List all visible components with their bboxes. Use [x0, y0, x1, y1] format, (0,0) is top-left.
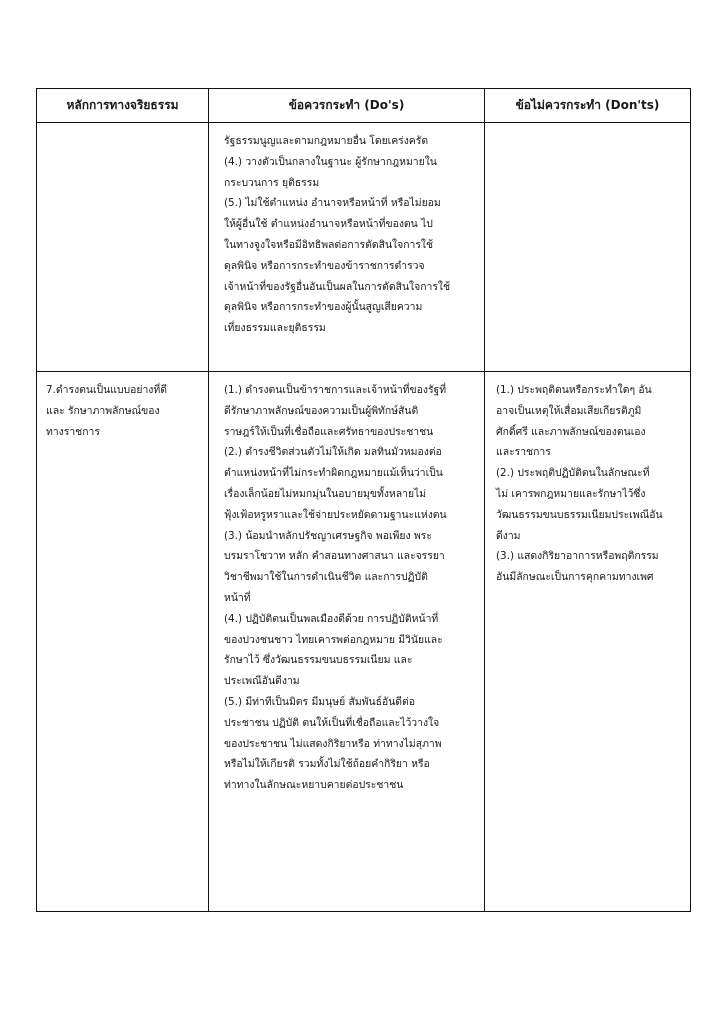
text-line: ประเพณีอันดีงาม [224, 675, 300, 688]
text-line: วิชาชีพมาใช้ในการดำเนินชีวิต และการปฏิบัติ [224, 571, 428, 584]
text-line: และ รักษาภาพลักษณ์ของ [46, 404, 160, 417]
dos-cell [209, 372, 485, 912]
text-line: เที่ยงธรรมและยุติธรรม [224, 322, 326, 335]
donts-cell [485, 123, 691, 372]
ethics-table [36, 88, 691, 912]
text-line: ให้ผู้อื่นใช้ ตำแหน่งอำนาจหรือหน้าที่ของตน ไป [224, 218, 433, 231]
text-line: และราชการ [496, 446, 551, 459]
table-row [37, 372, 691, 912]
principle-cell [37, 372, 209, 912]
text-line: ในทางจูงใจหรือมีอิทธิพลต่อการตัดสินใจการใช้ [224, 238, 434, 251]
donts-cell [485, 372, 691, 912]
text-line: ราษฎร์ให้เป็นที่เชื่อถือและศรัทธาของประชาชน [224, 425, 434, 438]
text-line: (1.) ดำรงตนเป็นข้าราชการและเจ้าหน้าที่ของรัฐที่ [224, 384, 447, 396]
text-line: หน้าที่ [224, 591, 251, 604]
header-donts: ข้อไม่ควรกระทำ (Don'ts) [485, 89, 691, 123]
text-line: (3.) แสดงกิริยาอาการหรือพฤติกรรม [496, 550, 659, 563]
text-line: (2.) ดำรงชีวิตส่วนตัวไม่ให้เกิด มลทินมัวหมองต่อ [224, 446, 442, 459]
text-line: 7.ดำรงตนเป็นแบบอย่างที่ดี [46, 384, 167, 396]
text-line: ของประชาชน ไม่แสดงกิริยาหรือ ท่าทางไม่สุภาพ [224, 737, 442, 750]
text-line: เรื่องเล็กน้อยไม่หมกมุ่นในอบายมุขทั้งหลายไม่ [224, 487, 427, 500]
text-line: รักษาไว้ ซึ่งวัฒนธรรมขนบธรรมเนียม และ [224, 654, 413, 667]
text-line: (1.) ประพฤติตนหรือกระทำใดๆ อัน [496, 384, 652, 396]
text-line: (5.) ไม่ใช้ตำแหน่ง อำนาจหรือหน้าที่ หรือไม่ยอม [224, 197, 441, 210]
text-line: (3.) น้อมนำหลักปรัชญาเศรษฐกิจ พอเพียง พระ [224, 529, 432, 542]
header-principle: หลักการทางจริยธรรม [37, 89, 209, 123]
header-row [37, 89, 691, 123]
text-line: ประชาชน ปฏิบัติ ตนให้เป็นที่เชื่อถือและไว้วางใจ [224, 716, 440, 729]
text-line: ดีรักษาภาพลักษณ์ของความเป็นผู้พิทักษ์สันติ [224, 404, 419, 417]
text-line: ไม่ เคารพกฎหมายและรักษาไว้ซึ่ง [496, 487, 646, 500]
text-line: ท่าทางในลักษณะหยาบคายต่อประชาชน [224, 779, 404, 792]
principle-cell [37, 123, 209, 372]
text-line: ของปวงชนชาว ไทยเคารพต่อกฎหมาย มีวินัยและ [224, 633, 443, 646]
text-line: (2.) ประพฤติปฏิบัติตนในลักษณะที่ [496, 467, 650, 480]
dos-cell [209, 123, 485, 372]
text-line: กระบวนการ ยุติธรรม [224, 176, 320, 189]
header-dos: ข้อควรกระทำ (Do's) [209, 89, 485, 123]
text-line: วัฒนธรรมขนบธรรมเนียมประเพณีอัน [496, 508, 663, 521]
text-line: อาจเป็นเหตุให้เสื่อมเสียเกียรติภูมิ [496, 404, 642, 417]
text-line: อันมีลักษณะเป็นการคุกคามทางเพศ [496, 571, 654, 584]
text-line: ตำแหน่งหน้าที่ไม่กระทำผิดกฎหมายแม้เห็นว่าเป็น [224, 467, 443, 480]
text-line: รัฐธรรมนูญและตามกฎหมายอื่น โดยเคร่งครัด [224, 135, 429, 147]
text-line: บรมราโชวาท หลัก คำสอนทางศาสนา และจรรยา [224, 550, 445, 563]
text-line: ทางราชการ [46, 425, 100, 438]
text-line: ดุลพินิจ หรือการกระทำของผู้นั้นสูญเสียความ [224, 301, 423, 314]
text-line: ฟุ้งเฟ้อหรูหราและใช้จ่ายประหยัดตามฐานะแห่งตน [224, 508, 447, 521]
text-line: เจ้าหน้าที่ของรัฐอื่นอันเป็นผลในการตัดสินใจการใช้ [224, 280, 451, 293]
table-row [37, 123, 691, 372]
text-line: (4.) วางตัวเป็นกลางในฐานะ ผู้รักษากฎหมายใน [224, 155, 437, 168]
text-line: ดีงาม [496, 529, 521, 542]
text-line: หรือไม่ให้เกียรติ รวมทั้งไม่ใช้ถ้อยคำกิริยา หรือ [224, 758, 430, 771]
text-line: ศักดิ์ศรี และภาพลักษณ์ของตนเอง [496, 425, 646, 438]
text-line: (5.) มีท่าทีเป็นมิตร มีมนุษย์ สัมพันธ์อันดีต่อ [224, 695, 416, 708]
text-line: (4.) ปฏิบัติตนเป็นพลเมืองดีด้วย การปฏิบัติหน้าที่ [224, 612, 439, 625]
text-line: ดุลพินิจ หรือการกระทำของข้าราชการตำรวจ [224, 259, 425, 272]
